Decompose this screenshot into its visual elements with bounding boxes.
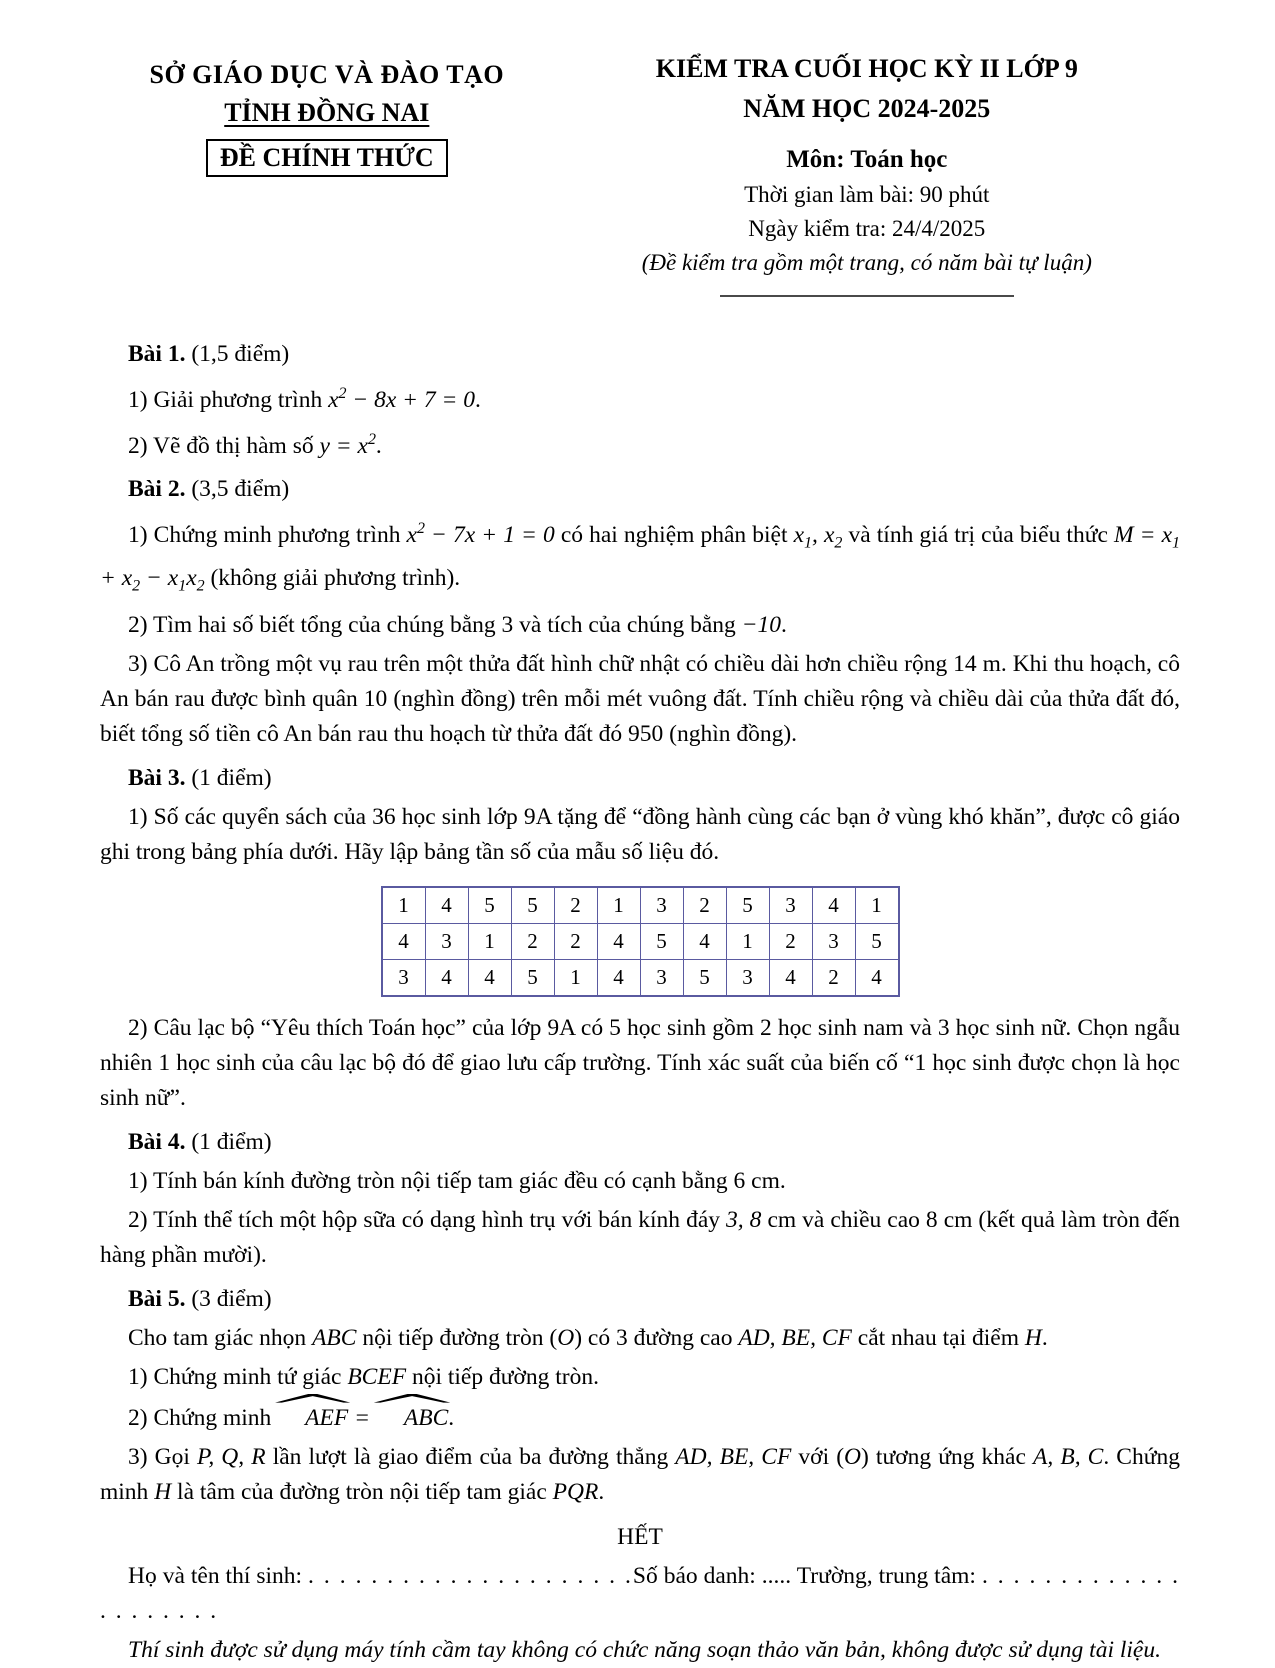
- text-run: 1) Giải phương trình: [128, 386, 329, 413]
- math-run: O: [557, 1324, 575, 1351]
- math-run: H: [154, 1478, 172, 1505]
- math-run: 2: [132, 577, 141, 595]
- text-run: Bài 4.: [128, 1128, 186, 1155]
- text-run: 1) Chứng minh phương trình: [128, 522, 407, 549]
- bai-2-item-2: [100, 608, 1180, 643]
- text-run: .: [375, 432, 382, 459]
- math-run: 3, 8: [726, 1206, 762, 1233]
- text-run: là tâm của đường tròn nội tiếp tam giác: [171, 1478, 553, 1505]
- text-run: cắt nhau tại điểm: [851, 1324, 1025, 1351]
- math-run: − x: [140, 564, 179, 591]
- table-cell: 5: [640, 923, 683, 959]
- table-cell: 4: [597, 959, 640, 996]
- text-run: có hai nghiệm phân biệt: [554, 522, 794, 549]
- bai-5-heading: [100, 1282, 1180, 1317]
- table-cell: 5: [511, 887, 554, 924]
- table-row: [382, 923, 899, 959]
- table-cell: 1: [382, 887, 426, 924]
- table-cell: 4: [683, 923, 726, 959]
- text-run: 2) Chứng minh: [128, 1404, 278, 1431]
- table-cell: 2: [554, 887, 597, 924]
- table-cell: 4: [425, 959, 468, 996]
- math-run: AEF: [277, 1401, 348, 1436]
- table-cell: 4: [812, 887, 855, 924]
- calculator-note: Thí sinh được sử dụng máy tính cầm tay không có chức năng soạn thảo văn bản, không được sử dụng tài liệu.: [128, 1636, 1161, 1663]
- text-run: Bài 3.: [128, 764, 186, 791]
- text-run: 1) Tính bán kính đường tròn nội tiếp tam giác đều có cạnh bằng 6 cm.: [128, 1167, 786, 1194]
- math-run: 2: [416, 520, 425, 538]
- table-cell: 5: [855, 923, 899, 959]
- table-cell: 3: [425, 923, 468, 959]
- math-run: −10: [741, 611, 782, 638]
- math-run: O: [844, 1443, 862, 1470]
- math-run: =: [348, 1404, 376, 1431]
- table-cell: 3: [382, 959, 426, 996]
- bai-2-item-1: [100, 511, 1180, 603]
- table-cell: 1: [554, 959, 597, 996]
- table-cell: 1: [597, 887, 640, 924]
- text-run: (1,5 điểm): [185, 340, 290, 367]
- text-run: Bài 2.: [128, 476, 186, 503]
- table-row: [382, 959, 899, 996]
- text-run: 1) Chứng minh tứ giác: [128, 1363, 348, 1390]
- math-run: AD, BE, CF: [675, 1443, 792, 1470]
- province-name: TỈNH ĐỒNG NAI: [224, 98, 430, 128]
- bai-3-heading: [100, 761, 1180, 796]
- text-run: (3,5 điểm): [185, 476, 290, 503]
- table-cell: 1: [468, 923, 511, 959]
- table-cell: 3: [812, 923, 855, 959]
- table-cell: 1: [726, 923, 769, 959]
- math-run: − 8x + 7 = 0: [346, 386, 476, 413]
- text-run: Họ và tên thí sinh:: [128, 1562, 309, 1589]
- text-run: ) có 3 đường cao: [574, 1324, 739, 1351]
- math-run: x: [793, 522, 805, 549]
- exam-header: [100, 52, 1180, 297]
- text-run: cm và chiều cao 8 cm (kết quả làm tròn đến hàng phần mười).: [100, 1206, 1180, 1268]
- math-run: 2: [338, 384, 347, 402]
- math-run: PQR: [552, 1478, 599, 1505]
- math-run: AD, BE, CF: [738, 1324, 852, 1351]
- bai-5-intro: [100, 1321, 1180, 1356]
- table-cell: 4: [597, 923, 640, 959]
- bai-5-item-1: [100, 1360, 1180, 1395]
- bai-3-item-1: [100, 800, 1180, 870]
- bai-4-item-1: [100, 1164, 1180, 1199]
- math-run: − 7x + 1 = 0: [424, 522, 555, 549]
- table-cell: 5: [468, 887, 511, 924]
- math-run: 1: [1172, 534, 1180, 552]
- bai-4-heading: [100, 1125, 1180, 1160]
- bai-4-item-2: [100, 1203, 1180, 1273]
- text-run: (1 điểm): [185, 764, 272, 791]
- math-run: 2: [196, 577, 205, 595]
- text-run: Cho tam giác nhọn: [128, 1324, 313, 1351]
- text-run: (3 điểm): [185, 1285, 272, 1312]
- text-run: (không giải phương trình).: [204, 564, 461, 591]
- text-run: 2) Tính thể tích một hộp sữa có dạng hình trụ với bán kính đáy: [128, 1206, 727, 1233]
- table-cell: 2: [683, 887, 726, 924]
- text-run: với (: [791, 1443, 845, 1470]
- text-run: 3) Gọi: [128, 1443, 198, 1470]
- school-year: NĂM HỌC 2024-2025: [743, 94, 991, 124]
- header-divider: [720, 295, 1014, 297]
- math-run: x: [328, 386, 339, 413]
- text-run: 2) Tìm hai số biết tổng của chúng bằng 3 và tích của chúng bằng: [128, 611, 742, 638]
- math-run: A, B, C: [1033, 1443, 1104, 1470]
- math-run: P, Q, R: [197, 1443, 266, 1470]
- math-run: , x: [812, 522, 835, 549]
- table-cell: 5: [726, 887, 769, 924]
- text-run: 1) Số các quyển sách của 36 học sinh lớp 9A tặng để “đồng hành cùng các bạn ở vùng khó khăn”, được cô giáo ghi trong bảng phía dưới. Hãy lập bảng tần số của mẫu số liệu đó.: [100, 803, 1180, 865]
- table-row: [382, 887, 899, 924]
- end-marker: HẾT: [617, 1523, 663, 1550]
- text-run: Bài 5.: [128, 1285, 186, 1312]
- text-run: nội tiếp đường tròn (: [356, 1324, 558, 1351]
- text-run: ) tương ứng khác: [861, 1443, 1034, 1470]
- text-run: nội tiếp đường tròn.: [406, 1363, 599, 1390]
- math-run: ABC: [376, 1401, 448, 1436]
- table-cell: 4: [769, 959, 812, 996]
- table-cell: 3: [769, 887, 812, 924]
- duration-line: Thời gian làm bài: 90 phút: [744, 181, 990, 207]
- math-run: 2: [834, 534, 843, 552]
- table-cell: 4: [425, 887, 468, 924]
- header-left-block: [100, 52, 554, 177]
- text-run: 3) Cô An trồng một vụ rau trên một thửa đất hình chữ nhật có chiều dài hơn chiều rộng 14 m. Khi thu hoạch, cô An bán rau được bình quân 10 (nghìn đồng) trên mỗi mét vuông đất. Tính chiều rộng và chiều dài của thửa đất đó, biết tổng số tiền cô An bán rau thu hoạch từ thửa đất đó 950 (nghìn đồng).: [100, 650, 1180, 747]
- text-run: .: [475, 386, 481, 413]
- data-table-wrapper: [100, 886, 1180, 997]
- text-run: Số báo danh: ..... Trường, trung tâm:: [632, 1562, 982, 1589]
- exam-date-line: Ngày kiểm tra: 24/4/2025: [748, 215, 986, 241]
- table-cell: 4: [468, 959, 511, 996]
- text-run: 2) Vẽ đồ thị hàm số: [128, 432, 320, 459]
- table-cell: 3: [640, 959, 683, 996]
- bai-2-heading: [100, 472, 1180, 507]
- table-cell: 4: [855, 959, 899, 996]
- math-run: BCEF: [347, 1363, 407, 1390]
- table-cell: 5: [683, 959, 726, 996]
- math-run: ABC: [312, 1324, 357, 1351]
- exam-body: [100, 337, 1180, 1668]
- math-run: x: [406, 522, 417, 549]
- text-run: .: [448, 1404, 455, 1431]
- candidate-info-line: [100, 1559, 1180, 1629]
- text-run: . . . . . . . . . . . . . . . . . . . . .: [100, 1562, 1181, 1624]
- page-count-note: (Đề kiểm tra gồm một trang, có năm bài tự luận): [641, 250, 1092, 276]
- table-cell: 2: [769, 923, 812, 959]
- table-cell: 4: [382, 923, 426, 959]
- table-cell: 3: [640, 887, 683, 924]
- header-right-block: [554, 52, 1180, 297]
- official-exam-label: ĐỀ CHÍNH THỨC: [206, 139, 448, 177]
- table-cell: 5: [511, 959, 554, 996]
- math-run: M = x: [1113, 522, 1173, 549]
- text-run: .: [1041, 1324, 1048, 1351]
- math-run: 2: [367, 430, 376, 448]
- bai-2-item-3: [100, 647, 1180, 752]
- math-run: H: [1024, 1324, 1042, 1351]
- bai-5-item-3: [100, 1440, 1180, 1510]
- book-count-table: [381, 886, 900, 997]
- table-cell: 2: [554, 923, 597, 959]
- bai-3-item-2: [100, 1011, 1180, 1116]
- text-run: 2) Câu lạc bộ “Yêu thích Toán học” của lớp 9A có 5 học sinh gồm 2 học sinh nam và 3 học sinh nữ. Chọn ngẫu nhiên 1 học sinh của câu lạc bộ đó để giao lưu cấp trường. Tính xác suất của biến cố “1 học sinh được chọn là học sinh nữ”.: [100, 1014, 1180, 1111]
- text-run: . Chứng minh: [100, 1443, 1180, 1505]
- bai-1-item-2: [100, 422, 1180, 464]
- department-name: SỞ GIÁO DỤC VÀ ĐÀO TẠO: [149, 60, 505, 89]
- math-run: 1: [178, 577, 187, 595]
- math-run: x: [186, 564, 197, 591]
- text-run: .: [781, 611, 787, 638]
- math-run: + x: [100, 564, 133, 591]
- text-run: và tính giá trị của biểu thức: [842, 522, 1114, 549]
- text-run: . . . . . . . . . . . . . . . . . . . . .: [308, 1562, 633, 1589]
- bai-1-heading: [100, 337, 1180, 372]
- math-run: 1: [804, 534, 813, 552]
- table-cell: 1: [855, 887, 899, 924]
- text-run: (1 điểm): [185, 1128, 272, 1155]
- bai-5-item-2: [100, 1399, 1180, 1436]
- subject-line: Môn: Toán học: [786, 145, 948, 173]
- text-run: .: [598, 1478, 605, 1505]
- math-run: y = x: [319, 432, 368, 459]
- exam-title: KIỂM TRA CUỐI HỌC KỲ II LỚP 9: [655, 54, 1078, 83]
- text-run: lần lượt là giao điểm của ba đường thẳng: [265, 1443, 676, 1470]
- bai-1-item-1: [100, 376, 1180, 418]
- table-cell: 2: [812, 959, 855, 996]
- table-cell: 2: [511, 923, 554, 959]
- table-cell: 3: [726, 959, 769, 996]
- text-run: Bài 1.: [128, 340, 186, 367]
